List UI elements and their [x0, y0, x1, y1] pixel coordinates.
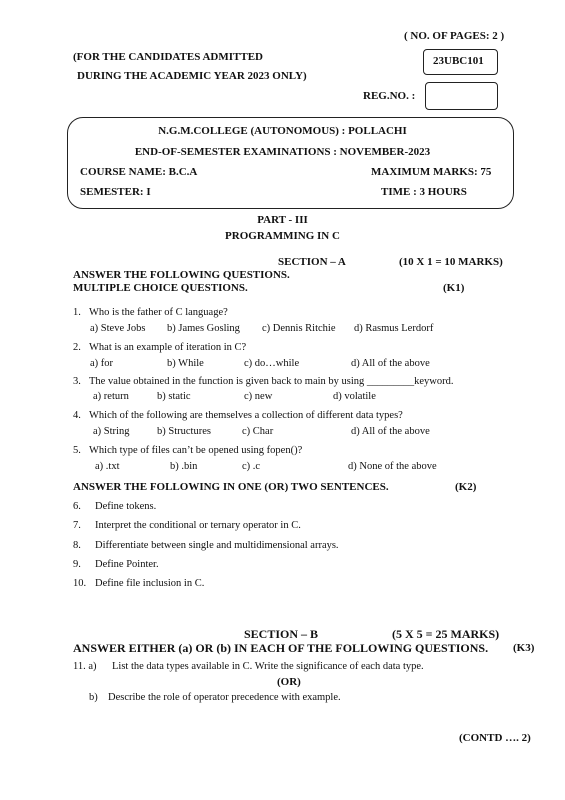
candidates-line-1: (FOR THE CANDIDATES ADMITTED: [73, 51, 263, 63]
question-number: 9.: [73, 559, 81, 570]
option-c: c) .c: [242, 461, 261, 472]
option-d: d) Rasmus Lerdorf: [354, 323, 434, 334]
regno-label: REG.NO. :: [363, 90, 416, 102]
college-name: N.G.M.COLLEGE (AUTONOMOUS) : POLLACHI: [158, 125, 407, 137]
question-text: Which type of files can’t be opened using fopen()?: [89, 445, 303, 456]
continued-note: (CONTD …. 2): [459, 732, 531, 744]
question-text: Who is the father of C language?: [89, 307, 228, 318]
question-number: 4.: [73, 410, 81, 421]
question-number: 10.: [73, 578, 87, 589]
option-a: a) return: [93, 391, 129, 402]
option-a: a) Steve Jobs: [90, 323, 146, 334]
subject-title: PROGRAMMING IN C: [225, 230, 340, 242]
mcq-heading: MULTIPLE CHOICE QUESTIONS.: [73, 282, 248, 294]
question-text: Define tokens.: [95, 501, 157, 512]
question-text: Differentiate between single and multidimensional arrays.: [95, 540, 339, 551]
option-a: a) .txt: [95, 461, 120, 472]
option-b: b) James Gosling: [167, 323, 240, 334]
maximum-marks: MAXIMUM MARKS: 75: [371, 166, 492, 178]
option-label: b): [89, 692, 98, 703]
question-text: Define Pointer.: [95, 559, 159, 570]
option-d: d) volatile: [333, 391, 376, 402]
option-d: d) All of the above: [351, 358, 430, 369]
question-number: 6.: [73, 501, 81, 512]
section-a-marks: (10 X 1 = 10 MARKS): [399, 256, 503, 268]
option-b: b) Structures: [157, 426, 211, 437]
question-number: 3.: [73, 376, 81, 387]
option-c: c) new: [244, 391, 273, 402]
exam-title: END-OF-SEMESTER EXAMINATIONS : NOVEMBER-2023: [134, 146, 431, 158]
section-b-instruction: ANSWER EITHER (a) OR (b) IN EACH OF THE FOLLOWING QUESTIONS.: [73, 641, 489, 655]
course-name: COURSE NAME: B.C.A: [80, 166, 198, 178]
k2-label: (K2): [455, 481, 477, 493]
question-number: 11. a): [73, 661, 97, 672]
course-code: 23UBC101: [433, 55, 484, 67]
option-c: c) Dennis Ritchie: [262, 323, 336, 334]
part-label: PART - III: [257, 214, 308, 226]
pages-count: ( NO. OF PAGES: 2 ): [404, 30, 505, 42]
question-text: Which of the following are themselves a collection of different data types?: [89, 410, 403, 421]
course-code-box: [423, 49, 498, 75]
question-number: 5.: [73, 445, 81, 456]
question-text: The value obtained in the function is given back to main by using _________keyword.: [89, 376, 454, 387]
question-number: 1.: [73, 307, 81, 318]
exam-time: TIME : 3 HOURS: [381, 186, 467, 198]
option-d: d) None of the above: [348, 461, 437, 472]
option-b: b) static: [157, 391, 191, 402]
semester: SEMESTER: I: [80, 186, 151, 198]
option-a: a) for: [90, 358, 114, 369]
question-text: What is an example of iteration in C?: [89, 342, 247, 353]
section-b-marks: (5 X 5 = 25 MARKS): [392, 627, 500, 641]
question-number: 2.: [73, 342, 81, 353]
k1-label: (K1): [443, 282, 465, 294]
question-text: List the data types available in C. Write the significance of each data type.: [112, 661, 424, 672]
question-text: Interpret the conditional or ternary operator in C.: [95, 520, 301, 531]
option-b: b) .bin: [170, 461, 198, 472]
option-d: d) All of the above: [351, 426, 430, 437]
candidates-line-2: DURING THE ACADEMIC YEAR 2023 ONLY): [77, 70, 307, 82]
question-text: Define file inclusion in C.: [95, 578, 205, 589]
question-number: 8.: [73, 540, 81, 551]
or-label: (OR): [277, 676, 301, 688]
question-text: Describe the role of operator precedence with example.: [108, 692, 341, 703]
section-b-title: SECTION – B: [244, 627, 319, 641]
section-a-title: SECTION – A: [278, 256, 346, 268]
option-b: b) While: [167, 358, 204, 369]
option-c: c) Char: [242, 426, 274, 437]
option-a: a) String: [93, 426, 130, 437]
regno-box[interactable]: [425, 82, 498, 110]
section-a-instruction: ANSWER THE FOLLOWING QUESTIONS.: [73, 269, 290, 281]
k3-label: (K3): [513, 642, 535, 654]
question-number: 7.: [73, 520, 81, 531]
option-c: c) do…while: [244, 358, 300, 369]
short-answer-heading: ANSWER THE FOLLOWING IN ONE (OR) TWO SENTENCES.: [73, 481, 389, 493]
